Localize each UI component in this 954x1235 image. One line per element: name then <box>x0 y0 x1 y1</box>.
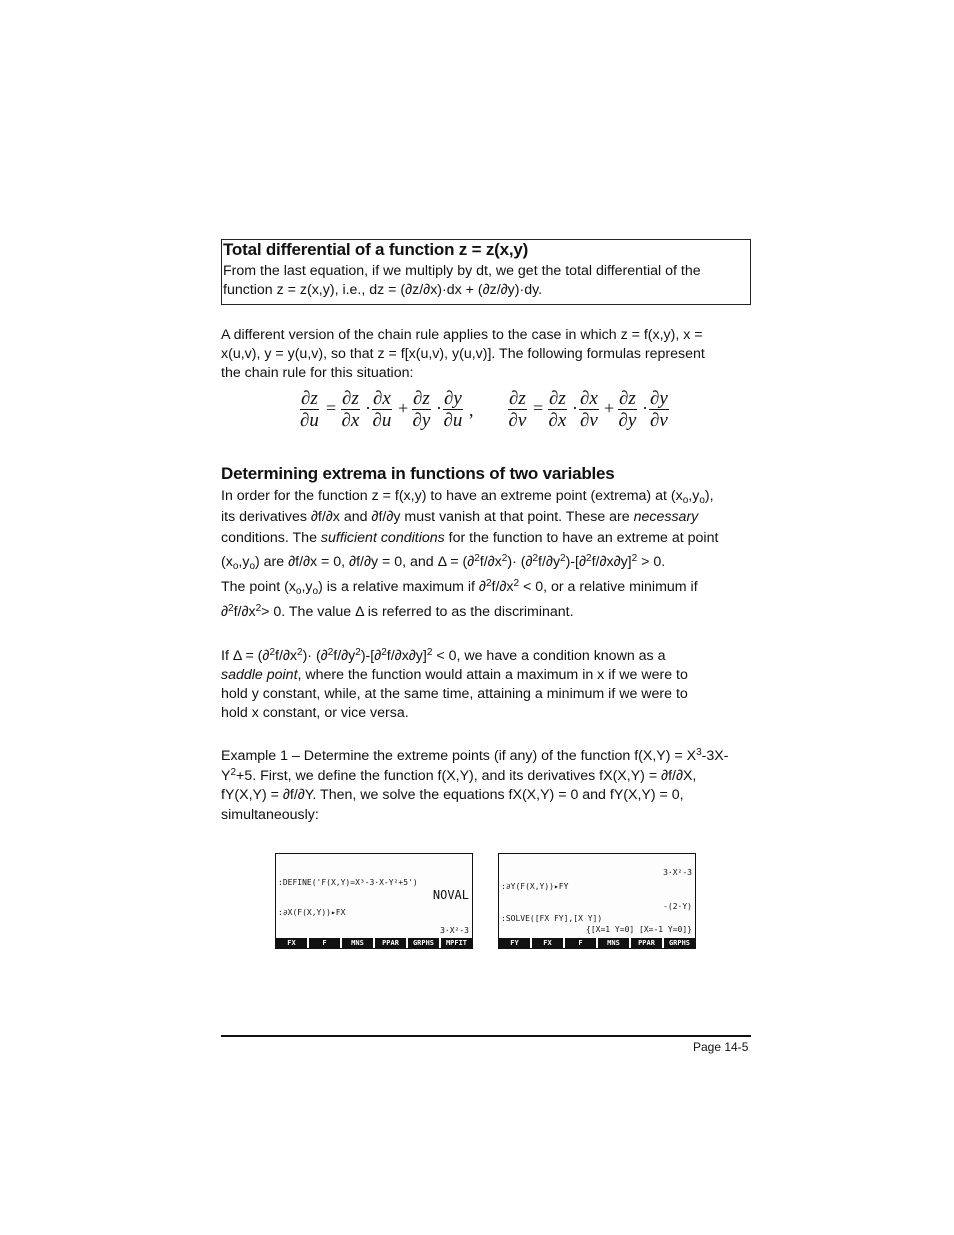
screen1-line-2: NOVAL <box>432 888 469 902</box>
screen1-line-1: :DEFINE('F(X,Y)=X³-3·X-Y²+5') <box>278 878 418 887</box>
calculator-screen-1 <box>275 853 473 949</box>
softkey-fx[interactable]: FX <box>532 938 563 948</box>
extrema-heading: Determining extrema in functions of two variables <box>221 464 615 483</box>
fraction-dy-du: $\frac{\partial y}{\partial u}$ <box>443 388 463 431</box>
chain-line-1: A different version of the chain rule applies to the case in which z = f(x,y), x = <box>221 327 703 343</box>
extrema-paragraph <box>221 486 751 623</box>
fraction-dz-dv: $\frac{\partial z}{\partial v}$ <box>508 388 527 431</box>
example-line-3: fY(X,Y) = ∂f/∂Y. Then, we solve the equations fX(X,Y) = 0 and fY(X,Y) = 0, <box>221 787 684 803</box>
softkey-mns[interactable]: MNS <box>342 938 373 948</box>
box-text <box>223 262 743 300</box>
extrema-line-3: conditions. The sufficient conditions for the function to have an extreme at point <box>221 530 719 546</box>
softkey-ppar[interactable]: PPAR <box>375 938 406 948</box>
softkey-ppar[interactable]: PPAR <box>631 938 662 948</box>
softkey-fx[interactable]: FX <box>276 938 307 948</box>
softkey-mns[interactable]: MNS <box>598 938 629 948</box>
footer-rule <box>221 1035 751 1037</box>
softkey-f[interactable]: F <box>565 938 596 948</box>
screen1-line-3: :∂X(F(X,Y))▸FX <box>278 908 346 917</box>
box-title: Total differential of a function z = z(x,y) <box>223 240 529 259</box>
chain-line-3: the chain rule for this situation: <box>221 365 414 381</box>
screen2-line-1: :∂Y(F(X,Y))▸FY <box>501 882 569 891</box>
saddle-line-4: hold x constant, or vice versa. <box>221 705 409 721</box>
fraction-dx-dv: $\frac{\partial x}{\partial v}$ <box>580 388 598 431</box>
example-line-2: $Y^2+5$. First, we define the function f(X,Y), and its derivatives fX(X,Y) = ∂f/∂X, <box>221 767 697 784</box>
saddle-line-3: hold y constant, while, at the same time, attaining a minimum if we were to <box>221 686 688 702</box>
screen1-line-4: 3·X²-3 <box>440 926 469 935</box>
extrema-line-4: $(x_o,y_o)$ are ∂f/∂x = 0, ∂f/∂y = 0, and $\Delta = (\partial^2f/\partial x^2)\cdot (\partial^2f/\partial y^2)-[\partial^2f/\partial x\partial y]^2 > 0$. <box>221 553 666 572</box>
fraction-dx-du: $\frac{\partial x}{\partial u}$ <box>372 388 392 431</box>
example-line-4: simultaneously: <box>221 807 319 823</box>
screen2-softkeys <box>499 938 695 948</box>
fraction-dz-dx-2: $\frac{\partial z}{\partial x}$ <box>548 388 567 431</box>
box-line-1: From the last equation, if we multiply by dt, we get the total differential of the <box>223 263 701 279</box>
fraction-dy-dv: $\frac{\partial y}{\partial v}$ <box>650 388 668 431</box>
extrema-line-5: The point $(x_o,y_o)$ is a relative maximum if $\partial^2f/\partial x^2 < 0$, or a relative minimum if <box>221 578 698 597</box>
screen2-line-5: {[X=1 Y=0] [X=-1 Y=0]} <box>586 925 692 934</box>
softkey-grphs[interactable]: GRPHS <box>664 938 695 948</box>
chain-rule-paragraph <box>221 326 751 383</box>
extrema-line-6: $\partial^2f/\partial x^2> 0$. The value Δ is referred to as the discriminant. <box>221 603 574 620</box>
fraction-dz-du: $\frac{\partial z}{\partial u}$ <box>300 388 319 431</box>
fraction-dz-dx: $\frac{\partial z}{\partial x}$ <box>341 388 360 431</box>
screen1-softkeys <box>276 938 472 948</box>
screen2-line-4: :SOLVE([FX FY],[X Y]) <box>501 914 603 923</box>
screen2-line-3: -(2·Y) <box>663 902 692 911</box>
example-paragraph <box>221 746 751 825</box>
extrema-line-1: In order for the function z = f(x,y) to have an extreme point (extrema) at $(x_o,y_o)$, <box>221 488 714 506</box>
fraction-dz-dy: $\frac{\partial z}{\partial y}$ <box>412 388 431 431</box>
softkey-fy[interactable]: FY <box>499 938 530 948</box>
fraction-dz-dy-2: $\frac{\partial z}{\partial y}$ <box>618 388 637 431</box>
saddle-line-2: saddle point, where the function would attain a maximum in x if we were to <box>221 667 688 683</box>
softkey-grphs[interactable]: GRPHS <box>408 938 439 948</box>
chain-rule-formulas: $\frac{\partial z}{\partial u}$ = $\frac{\partial z}{\partial x}$ · $\frac{\partial x}{\partial u}$ + $\frac{\partial z}{\partial y}$ · $\frac{\partial y}{\partial u}$ , $\frac{\partial z}{\partial v}$ = $\frac{\partial z}{\partial x}$ · $\frac{\partial x}{\partial v}$ + $\frac{\partial z}{\partial y}$ · $\frac{\partial y}{\partial v}$ <box>300 388 668 431</box>
saddle-paragraph <box>221 647 751 723</box>
calculator-screen-2 <box>498 853 696 949</box>
saddle-line-1: If $\Delta = (\partial^2f/\partial x^2)\cdot (\partial^2f/\partial y^2)-[\partial^2f/\partial x\partial y]^2 < 0$, we have a condition known as a <box>221 647 666 664</box>
extrema-line-2: its derivatives ∂f/∂x and ∂f/∂y must vanish at that point. These are necessary <box>221 509 699 525</box>
screen2-line-2: 3·X²-3 <box>663 868 692 877</box>
example-line-1: Example 1 – Determine the extreme points (if any) of the function $f(X,Y) = X^3-3X-$ <box>221 747 729 764</box>
page-number: Page 14-5 <box>693 1040 749 1054</box>
softkey-mpfit[interactable]: MPFIT <box>441 938 472 948</box>
chain-line-2: x(u,v), y = y(u,v), so that z = f[x(u,v), y(u,v)]. The following formulas represent <box>221 346 705 362</box>
softkey-f[interactable]: F <box>309 938 340 948</box>
box-line-2: function z = z(x,y), i.e., dz = (∂z/∂x)·dx + (∂z/∂y)·dy. <box>223 282 543 298</box>
